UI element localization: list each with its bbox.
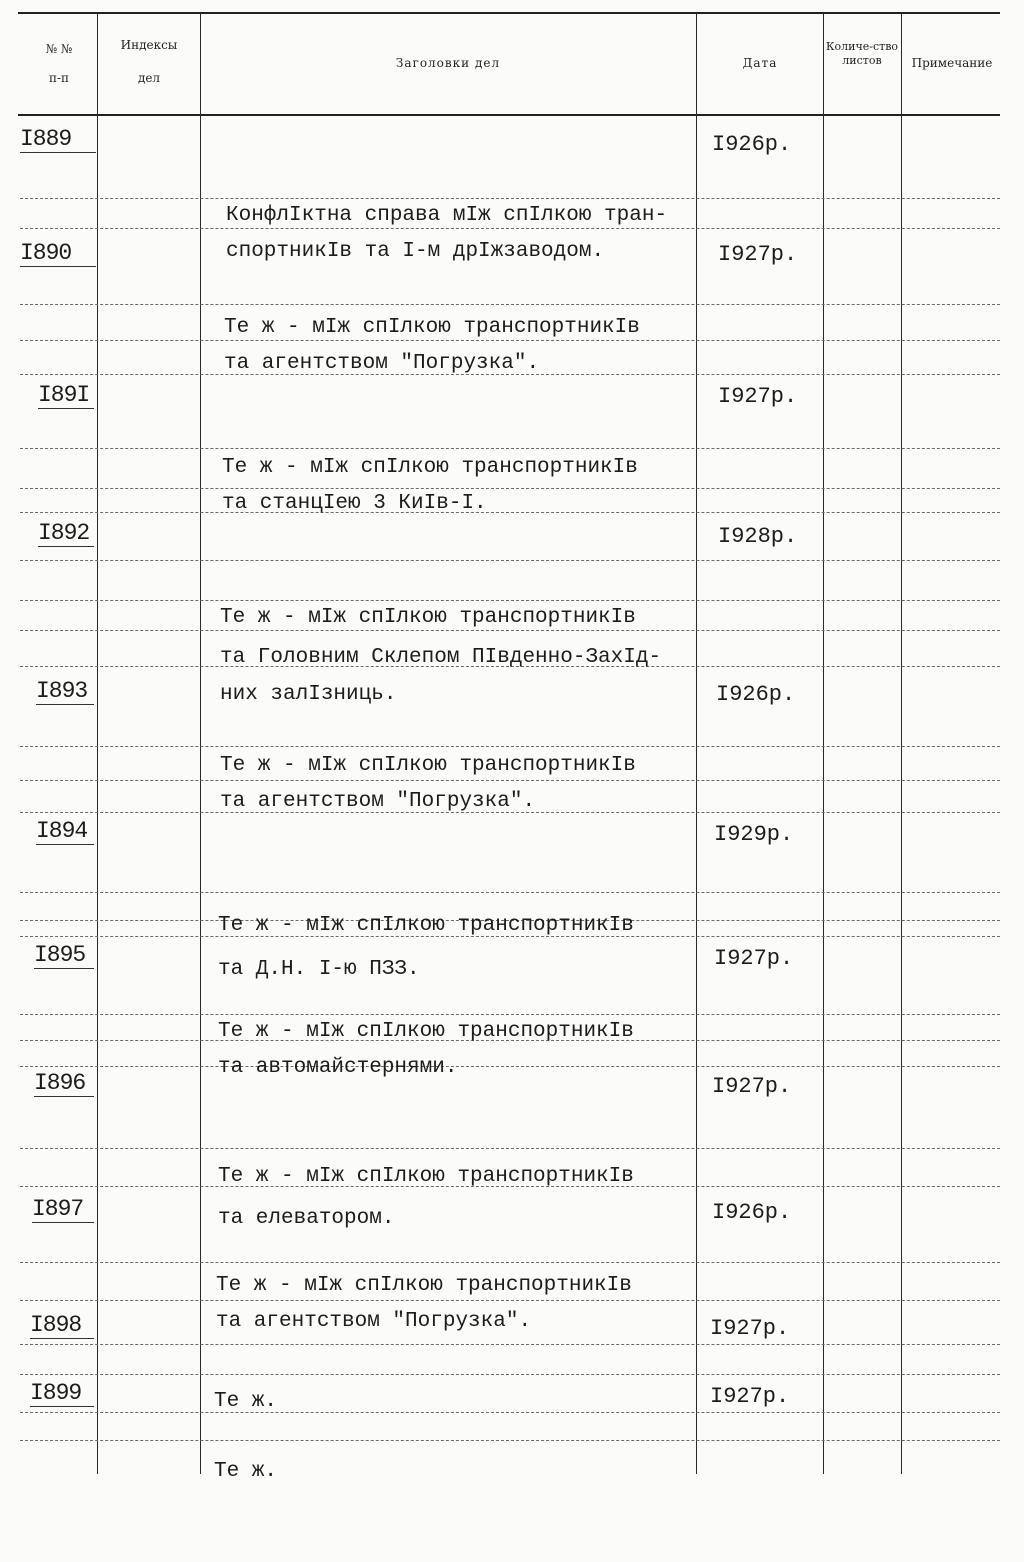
row-date: I927р.	[714, 946, 794, 971]
row-number: I897	[32, 1196, 94, 1223]
row-number: I889	[20, 126, 96, 153]
row-number: I899	[30, 1380, 94, 1407]
row-number: I896	[34, 1070, 94, 1097]
row-date: I927р.	[712, 1074, 792, 1099]
top-border	[18, 12, 1000, 14]
row-date: I927р.	[710, 1316, 790, 1341]
row-number: I890	[20, 240, 96, 267]
row-title: Те ж.	[214, 1460, 278, 1483]
row-number: I892	[38, 520, 94, 547]
row-title: Те ж - мIж спIлкою транспортникIв та агентством "Погрузка".	[224, 316, 640, 375]
header-number: № № п-п	[45, 42, 73, 85]
row-title: КонфлIктна справа мIж спIлкою тран- спортникIв та I-м дрIжзаводом.	[226, 204, 668, 263]
row-date: I926р.	[712, 1200, 792, 1225]
row-date: I926р.	[712, 132, 792, 157]
header-sheets: Количе-ство листов	[826, 40, 899, 67]
header-title: Заголовки дел	[395, 56, 501, 70]
row-date: I928р.	[718, 524, 798, 549]
row-title: Те ж - мIж спIлкою транспортникIв та Д.Н. I-ю ПЗЗ.	[218, 914, 634, 981]
column-divider	[901, 14, 902, 1474]
row-date: I927р.	[718, 242, 798, 267]
row-title: Те ж - мIж спIлкою транспортникIв та агентством "Погрузка".	[220, 754, 636, 813]
row-number: I895	[34, 942, 94, 969]
row-date: I927р.	[710, 1384, 790, 1409]
column-divider	[97, 14, 98, 1474]
row-title: Те ж - мIж спIлкою транспортникIв та станцIею 3 КиIв-I.	[222, 456, 638, 515]
row-title: Те ж.	[214, 1390, 278, 1413]
row-date: I926р.	[716, 682, 796, 707]
row-title: Те ж - мIж спIлкою транспортникIв та автомайстернями.	[218, 1020, 634, 1079]
row-number: I894	[36, 818, 94, 845]
row-date: I927р.	[718, 384, 798, 409]
row-number: I89I	[38, 382, 94, 409]
header-border	[18, 114, 1000, 116]
row-title: Те ж - мIж спIлкою транспортникIв та елеватором.	[218, 1165, 634, 1230]
row-title: Те ж - мIж спIлкою транспортникIв та агентством "Погрузка".	[216, 1274, 632, 1333]
row-number: I898	[30, 1312, 94, 1339]
header-date: Дата	[742, 56, 778, 70]
header-index: Индексы дел	[120, 38, 178, 85]
row-date: I929р.	[714, 822, 794, 847]
column-divider	[200, 14, 201, 1474]
column-divider	[823, 14, 824, 1474]
header-note: Примечание	[911, 56, 993, 70]
row-title: Те ж - мIж спIлкою транспортникIв та Головним Склепом ПIвденно-ЗахIд- них залIзниць.	[220, 606, 662, 706]
row-number: I893	[36, 678, 94, 705]
